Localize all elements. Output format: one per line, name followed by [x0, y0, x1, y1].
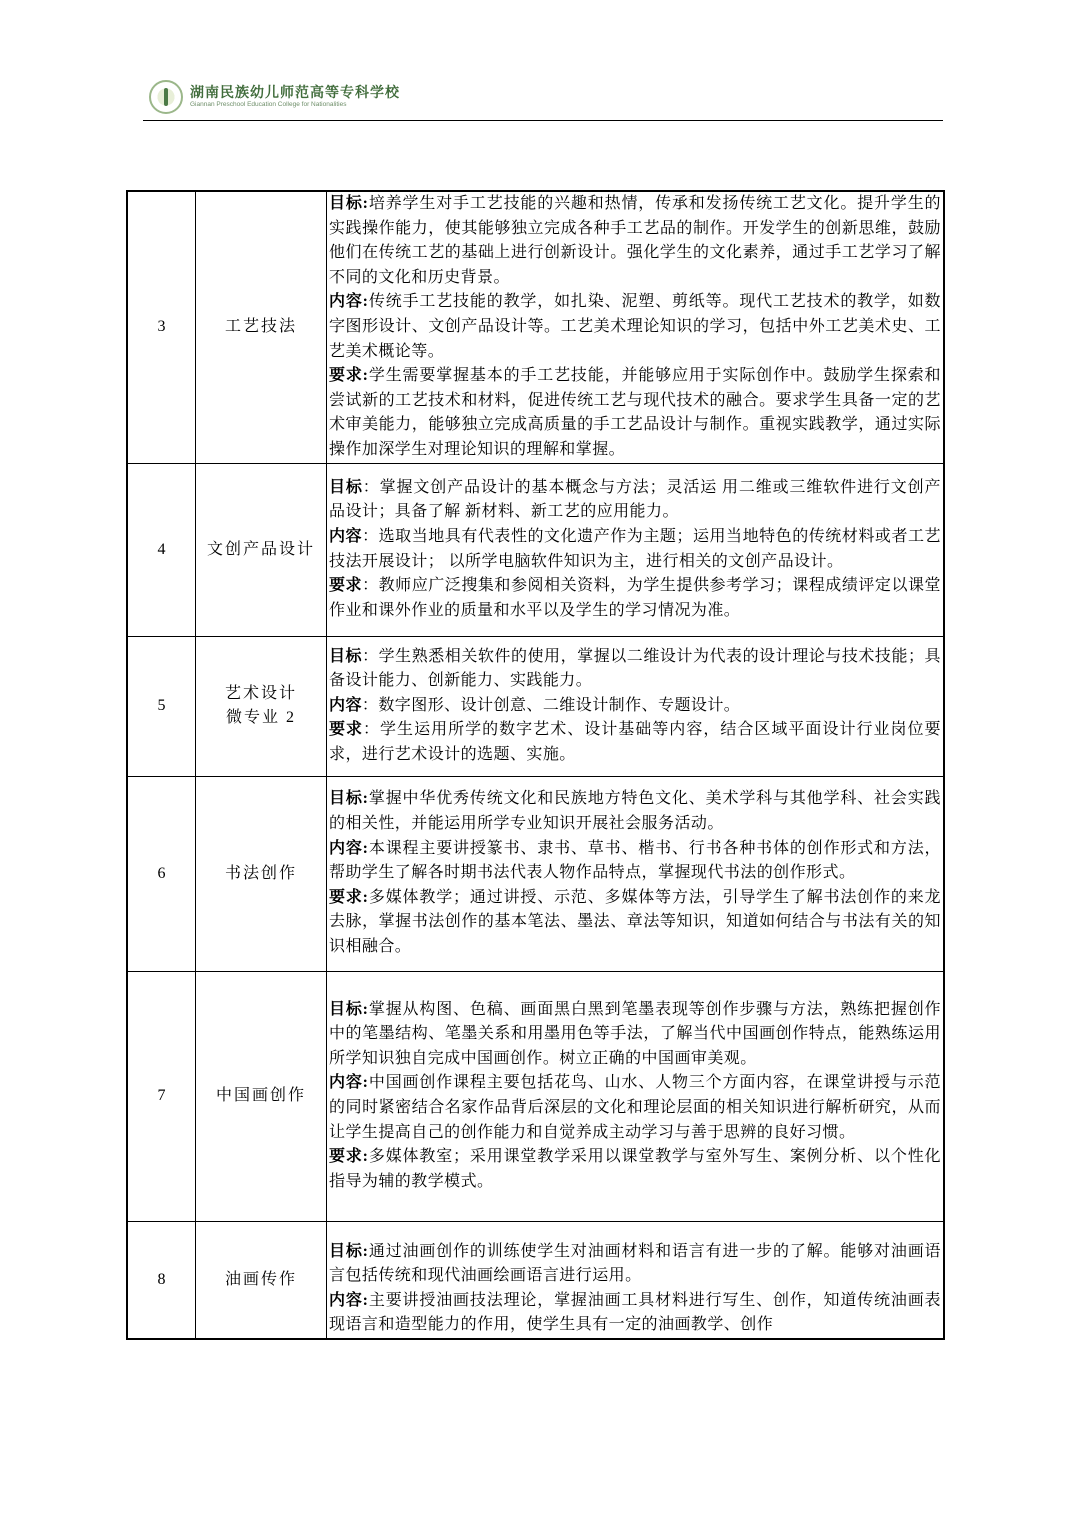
- course-number: 4: [127, 463, 196, 636]
- paragraph-label: 目标:: [329, 1242, 369, 1260]
- paragraph-label: 要求: [329, 721, 364, 739]
- description-paragraph: [329, 364, 941, 462]
- course-name: 文创产品设计: [196, 463, 327, 636]
- paragraph-text: 多媒体教学；通过讲授、示范、多媒体等方法，引导学生了解书法创作的来龙去脉，掌握书法创作的基本笔法、墨法、章法等知识，知道如何结合与书法有关的知识相融合。: [329, 888, 941, 956]
- description-paragraph: [329, 787, 941, 836]
- course-table: [126, 190, 945, 1340]
- paragraph-text: 本课程主要讲授篆书、隶书、草书、楷书、行书各种书体的创作形式和方法，帮助学生了解各时期书法代表人物作品特点，掌握现代书法的创作形式。: [329, 839, 941, 882]
- paragraph-text: ：掌握文创产品设计的基本概念与方法；灵活运 用二维或三维软件进行文创产品设计；具备了解 新材料、新工艺的应用能力。: [329, 478, 941, 521]
- course-number: 3: [127, 191, 196, 463]
- course-number: 8: [127, 1221, 196, 1339]
- paragraph-text: 通过油画创作的训练使学生对油画材料和语言有进一步的了解。能够对油画语言包括传统和现代油画绘画语言进行运用。: [329, 1242, 941, 1285]
- paragraph-text: ：选取当地具有代表性的文化遗产作为主题；运用当地特色的传统材料或者工艺技法开展设计； 以所学电脑软件知识为主，进行相关的文创产品设计。: [329, 527, 941, 570]
- paragraph-text: 掌握中华优秀传统文化和民族地方特色文化、美术学科与其他学科、社会实践的相关性，并能运用所学专业知识开展社会服务活动。: [329, 790, 941, 833]
- paragraph-label: 内容:: [329, 839, 369, 857]
- table-row: [127, 191, 944, 463]
- description-paragraph: [329, 290, 941, 364]
- paragraph-label: 要求: [329, 577, 363, 595]
- description-paragraph: [329, 694, 941, 719]
- table-row: [127, 1221, 944, 1339]
- description-paragraph: [329, 192, 941, 290]
- table-row: [127, 463, 944, 636]
- paragraph-text: 培养学生对手工艺技能的兴趣和热情，传承和发扬传统工艺文化。提升学生的实践操作能力，使其能够独立完成各种手工艺品的制作。开发学生的创新思维，鼓励他们在传统工艺的基础上进行创新设计。强化学生的文化素养，通过手工艺学习了解不同的文化和历史背景。: [329, 195, 941, 286]
- description-paragraph: [329, 1289, 941, 1338]
- course-name: 艺术设计 微专业 2: [196, 636, 327, 776]
- course-name: 中国画创作: [196, 971, 327, 1221]
- paragraph-text: ：学生运用所学的数字艺术、设计基础等内容，结合区域平面设计行业岗位要求，进行艺术设计的选题、实施。: [329, 721, 941, 763]
- description-paragraph: [329, 998, 941, 1072]
- course-description: [327, 463, 945, 636]
- table-row: [127, 971, 944, 1221]
- course-number: 5: [127, 636, 196, 776]
- description-paragraph: [329, 837, 941, 886]
- course-number: 6: [127, 776, 196, 971]
- paragraph-text: 中国画创作课程主要包括花鸟、山水、人物三个方面内容，在课堂讲授与示范的同时紧密结合名家作品背后深层的文化和理论层面的相关知识进行解析研究，从而让学生提高自己的创作能力和自觉养成主动学习与善于思辨的良好习惯。: [329, 1074, 941, 1141]
- description-paragraph: [329, 1145, 941, 1194]
- school-emblem-icon: [149, 80, 183, 114]
- course-name: 书法创作: [196, 776, 327, 971]
- course-description: [327, 636, 945, 776]
- paragraph-label: 目标:: [329, 790, 369, 808]
- paragraph-label: 内容:: [329, 293, 369, 311]
- description-paragraph: [329, 718, 941, 767]
- table-row: [127, 776, 944, 971]
- course-description: [327, 1221, 945, 1339]
- paragraph-label: 内容:: [329, 1074, 369, 1092]
- paragraph-text: 学生需要掌握基本的手工艺技能，并能够应用于实际创作中。鼓励学生探索和尝试新的工艺技术和材料，促进传统工艺与现代技术的融合。要求学生具备一定的艺术审美能力，能够独立完成高质量的手工艺品设计与制作。重视实践教学，通过实际操作加深学生对理论知识的理解和掌握。: [329, 367, 941, 458]
- paragraph-text: 主要讲授油画技法理论，掌握油画工具材料进行写生、创作，知道传统油画表现语言和造型能力的作用，使学生具有一定的油画教学、创作: [329, 1291, 941, 1334]
- paragraph-label: 要求:: [329, 888, 369, 906]
- description-paragraph: [329, 1071, 941, 1145]
- paragraph-text: 传统手工艺技能的教学，如扎染、泥塑、剪纸等。现代工艺技术的教学，如数字图形设计、文创产品设计等。工艺美术理论知识的学习，包括中外工艺美术史、工艺美术概论等。: [329, 293, 941, 360]
- course-name: 工艺技法: [196, 191, 327, 463]
- course-description: [327, 776, 945, 971]
- description-paragraph: [329, 1240, 941, 1289]
- paragraph-text: 多媒体教室；采用课堂教学采用以课堂教学与室外写生、案例分析、以个性化指导为辅的教学模式。: [329, 1148, 941, 1190]
- page-header: [143, 72, 943, 121]
- course-description: [327, 191, 945, 463]
- paragraph-text: 掌握从构图、色稿、画面黑白黑到笔墨表现等创作步骤与方法，熟练把握创作中的笔墨结构、笔墨关系和用墨用色等手法，了解当代中国画创作特点，能熟练运用所学知识独自完成中国画创作。树立正确的中国画审美观。: [329, 1000, 941, 1067]
- table-row: [127, 636, 944, 776]
- description-paragraph: [329, 886, 941, 960]
- course-name: 油画传作: [196, 1221, 327, 1339]
- course-description: [327, 971, 945, 1221]
- description-paragraph: [329, 645, 941, 694]
- paragraph-label: 内容: [329, 696, 362, 714]
- paragraph-label: 要求:: [329, 367, 369, 385]
- paragraph-label: 内容: [329, 527, 363, 545]
- paragraph-text: ：教师应广泛搜集和参阅相关资料，为学生提供参考学习；课程成绩评定以课堂作业和课外作业的质量和水平以及学生的学习情况为准。: [329, 577, 941, 619]
- paragraph-label: 目标:: [329, 195, 369, 212]
- description-paragraph: [329, 525, 941, 574]
- school-name-cn: 湖南民族幼儿师范高等专科学校: [190, 86, 400, 101]
- description-paragraph: [329, 476, 941, 525]
- paragraph-label: 要求:: [329, 1148, 369, 1166]
- description-paragraph: [329, 574, 941, 623]
- paragraph-label: 内容:: [329, 1291, 369, 1309]
- paragraph-label: 目标: [329, 647, 363, 665]
- paragraph-text: ：数字图形、设计创意、二维设计制作、专题设计。: [361, 696, 741, 714]
- paragraph-label: 目标:: [329, 1000, 369, 1018]
- paragraph-text: ：学生熟悉相关软件的使用，掌握以二维设计为代表的设计理论与技术技能；具备设计能力、创新能力、实践能力。: [329, 647, 941, 690]
- school-name-en: Giannan Preschool Education College for Nationalities: [190, 101, 347, 108]
- paragraph-label: 目标: [329, 478, 363, 496]
- course-number: 7: [127, 971, 196, 1221]
